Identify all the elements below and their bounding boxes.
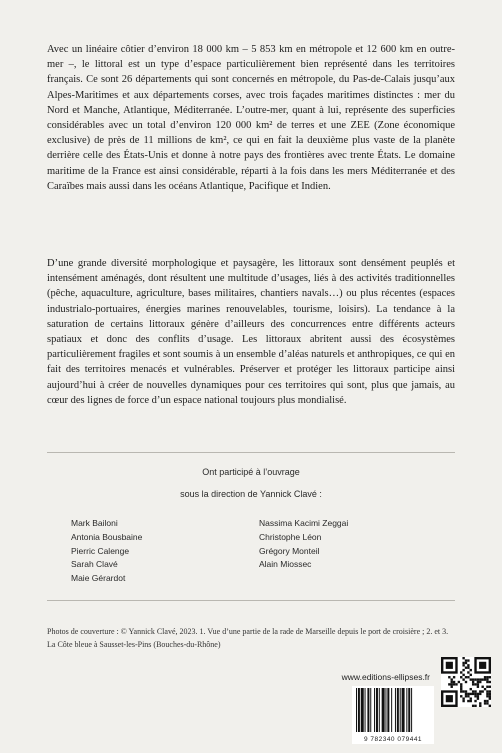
contributor-name: Antonia Bousbaine	[71, 531, 143, 542]
contributors-right-column	[259, 517, 348, 572]
qr-code	[441, 657, 491, 707]
direction-line: sous la direction de Yannick Clavé :	[180, 489, 322, 499]
photo-credits: Photos de couverture : © Yannick Clavé, 2023. 1. Vue d’une partie de la rade de Marseille depuis le port de croisière ; 2. et 3. La Côte bleue à Sausset-les-Pins (Bouches-du-Rhône)	[47, 627, 449, 649]
isbn-barcode	[352, 686, 434, 744]
contributor-name: Sarah Clavé	[71, 559, 118, 570]
contributor-name: Christophe Léon	[259, 531, 322, 542]
contributor-name: Alain Miossec	[259, 559, 312, 570]
back-cover-paragraph-2: D’une grande diversité morphologique et paysagère, les littoraux sont densément peuplés et intensément aménagés, dont résultent une multitude d’usages, liés à des activités traditionnelles (pêche, aquaculture, agriculture, bases militaires, chantiers navals…) ou plus récentes (espaces industrialo-portuaires, énergies marines renouvelables, tourisme, loisirs). La tendance à la saturation de certains littoraux génère d’ailleurs des concurrences entre différents acteurs spatiaux et donc des conflits d’usage. Les littoraux abritent aussi des écosystèmes particulièrement fragiles et sont soumis à un ensemble d’aléas naturels et anthropiques, ce qui en fait des territoires menacés et vulnérables. Préserver et protéger les littoraux participe ainsi aujourd’hui à créer de nouvelles dynamiques pour ces territoires qui sont, plus que jamais, au cœur des lignes de force d’un espace national toujours plus mondialisé.	[47, 258, 455, 406]
contributor-name: Maie Gérardot	[71, 573, 126, 584]
contributors-box	[47, 452, 455, 601]
qr-code-graphic	[441, 657, 491, 707]
back-cover-paragraph-1: Avec un linéaire côtier d’environ 18 000 km – 5 853 km en métropole et 12 600 km en outre-mer –, le littoral est un type d’espace particulièrement bien représenté dans les territoires français. Ce sont 26 départements qui sont concernés en métropole, du Pas-de-Calais jusqu’aux Alpes-Maritimes et aux départements corses, avec trois façades maritimes distinctes : mer du Nord et Manche, Atlantique, Méditerranée. L’outre-mer, quant à lui, représente des superficies considérables avec un total d’environ 120 000 km² de terres et une ZEE (Zone économique exclusive) de près de 11 millions de km², ce qui en fait la deuxième plus vaste de la planète derrière celle des États-Unis et donne à notre pays des frontières avec trente États. Le domaine maritime de la France est ainsi considérable, réparti à la fois dans les mers Méditerranée et des Caraïbes mais aussi dans les océans Atlantique, Pacifique et Indien.	[47, 44, 455, 192]
contributor-name: Mark Bailoni	[71, 518, 118, 528]
contributors-left-column	[71, 517, 142, 586]
publisher-website: www.editions-ellipses.fr	[341, 672, 430, 682]
barcode-bars	[356, 688, 430, 732]
contributor-name: Pierric Calenge	[71, 545, 130, 556]
contributors-heading: Ont participé à l’ouvrage	[202, 467, 300, 477]
contributor-name: Grégory Monteil	[259, 545, 320, 556]
isbn-number: 9 782340 079441	[363, 736, 423, 743]
contributor-name: Nassima Kacimi Zeggai	[259, 518, 349, 528]
